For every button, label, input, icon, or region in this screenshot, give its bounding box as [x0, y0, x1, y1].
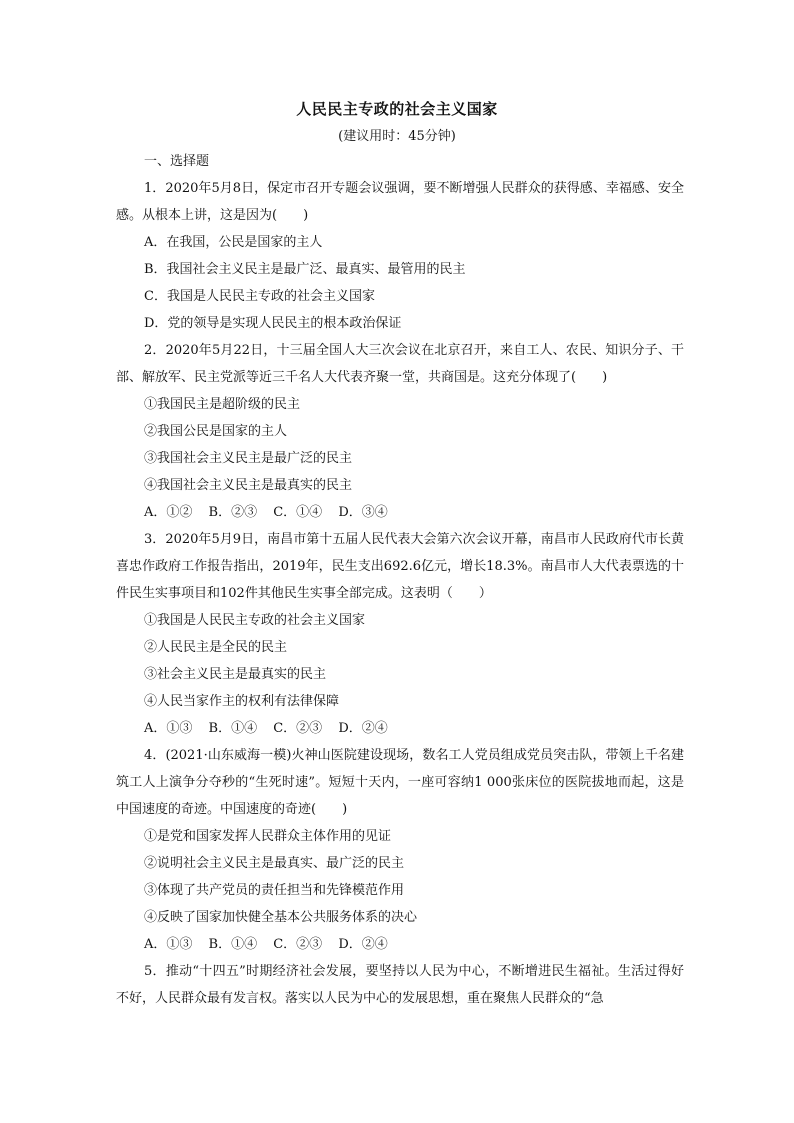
- question-3-statement: ④人民当家作主的权利有法律保障: [144, 694, 340, 709]
- question-5-stem: 5．推动“十四五”时期经济社会发展，要坚持以人民为中心，不断增进民生福祉。生活过得好不好，人民群众最有发言权。落实以人民为中心的发展思想，重在聚焦人民群众的“急: [116, 964, 684, 1006]
- question-2-statement: ③我国社会主义民主是最广泛的民主: [144, 451, 353, 466]
- question-4-statement: ①是党和国家发挥人民群众主体作用的见证: [144, 829, 392, 844]
- question-4-statement: ③体现了共产党员的责任担当和先锋模范作用: [144, 883, 405, 898]
- option-d: D．②④: [338, 721, 388, 736]
- question-2-stem: 2．2020年5月22日，十三届全国人大三次会议在北京召开，来自工人、农民、知识分子、干部、解放军、民主党派等近三千名人大代表齐聚一堂，共商国是。这充分体现了( ): [116, 343, 684, 385]
- question-1-item: C．我国是人民民主专政的社会主义国家: [144, 289, 375, 304]
- option-c: C．②③: [273, 937, 323, 952]
- question-2-options: [116, 499, 684, 526]
- option-c: C．①④: [273, 505, 323, 520]
- section-heading: 一、选择题: [144, 154, 210, 169]
- question-1-item: B．我国社会主义民主是最广泛、最真实、最管用的民主: [144, 262, 466, 277]
- question-2-statement: ①我国民主是超阶级的民主: [144, 397, 301, 412]
- question-4-stem: 4．(2021·山东威海一模)火神山医院建设现场，数名工人党员组成党员突击队，带领上千名建筑工人上演争分夺秒的“生死时速”。短短十天内，一座可容纳1 000张床位的医院拔地而起，这是中国速度的奇迹。中国速度的奇迹( ): [116, 748, 684, 817]
- question-3-statement: ③社会主义民主是最真实的民主: [144, 667, 327, 682]
- option-b: B．②③: [208, 505, 258, 520]
- page-title: 人民民主专政的社会主义国家: [296, 100, 498, 118]
- question-content: [116, 148, 684, 1012]
- question-2-statement: ④我国社会主义民主是最真实的民主: [144, 478, 353, 493]
- option-b: B．①④: [208, 721, 258, 736]
- option-d: D．③④: [338, 505, 388, 520]
- question-4-statement: ②说明社会主义民主是最真实、最广泛的民主: [144, 856, 405, 871]
- option-c: C．②③: [273, 721, 323, 736]
- option-a: A．①②: [144, 505, 193, 520]
- option-a: A．①③: [144, 721, 193, 736]
- question-3-options: [116, 715, 684, 742]
- question-4-options: [116, 931, 684, 958]
- suggested-time: (建议用时：45分钟): [338, 129, 456, 144]
- question-1-item: D．党的领导是实现人民民主的根本政治保证: [144, 316, 402, 331]
- question-3-statement: ②人民民主是全民的民主: [144, 640, 288, 655]
- option-d: D．②④: [338, 937, 388, 952]
- question-2-statement: ②我国公民是国家的主人: [144, 424, 288, 439]
- question-3-statement: ①我国是人民民主专政的社会主义国家: [144, 613, 366, 628]
- option-a: A．①③: [144, 937, 193, 952]
- question-4-statement: ④反映了国家加快健全基本公共服务体系的决心: [144, 910, 418, 925]
- question-1-item: A．在我国，公民是国家的主人: [144, 235, 323, 250]
- option-b: B．①④: [208, 937, 258, 952]
- question-1-stem: 1．2020年5月8日，保定市召开专题会议强调，要不断增强人民群众的获得感、幸福感、安全感。从根本上讲，这是因为( ): [116, 181, 684, 223]
- question-3-stem: 3．2020年5月9日，南昌市第十五届人民代表大会第六次会议开幕，南昌市人民政府代市长黄喜忠作政府工作报告指出，2019年，民生支出692.6亿元，增长18.3%。南昌市人大代表票选的十件民生实事项目和102件其他民生实事全部完成。这表明（ ）: [116, 532, 684, 601]
